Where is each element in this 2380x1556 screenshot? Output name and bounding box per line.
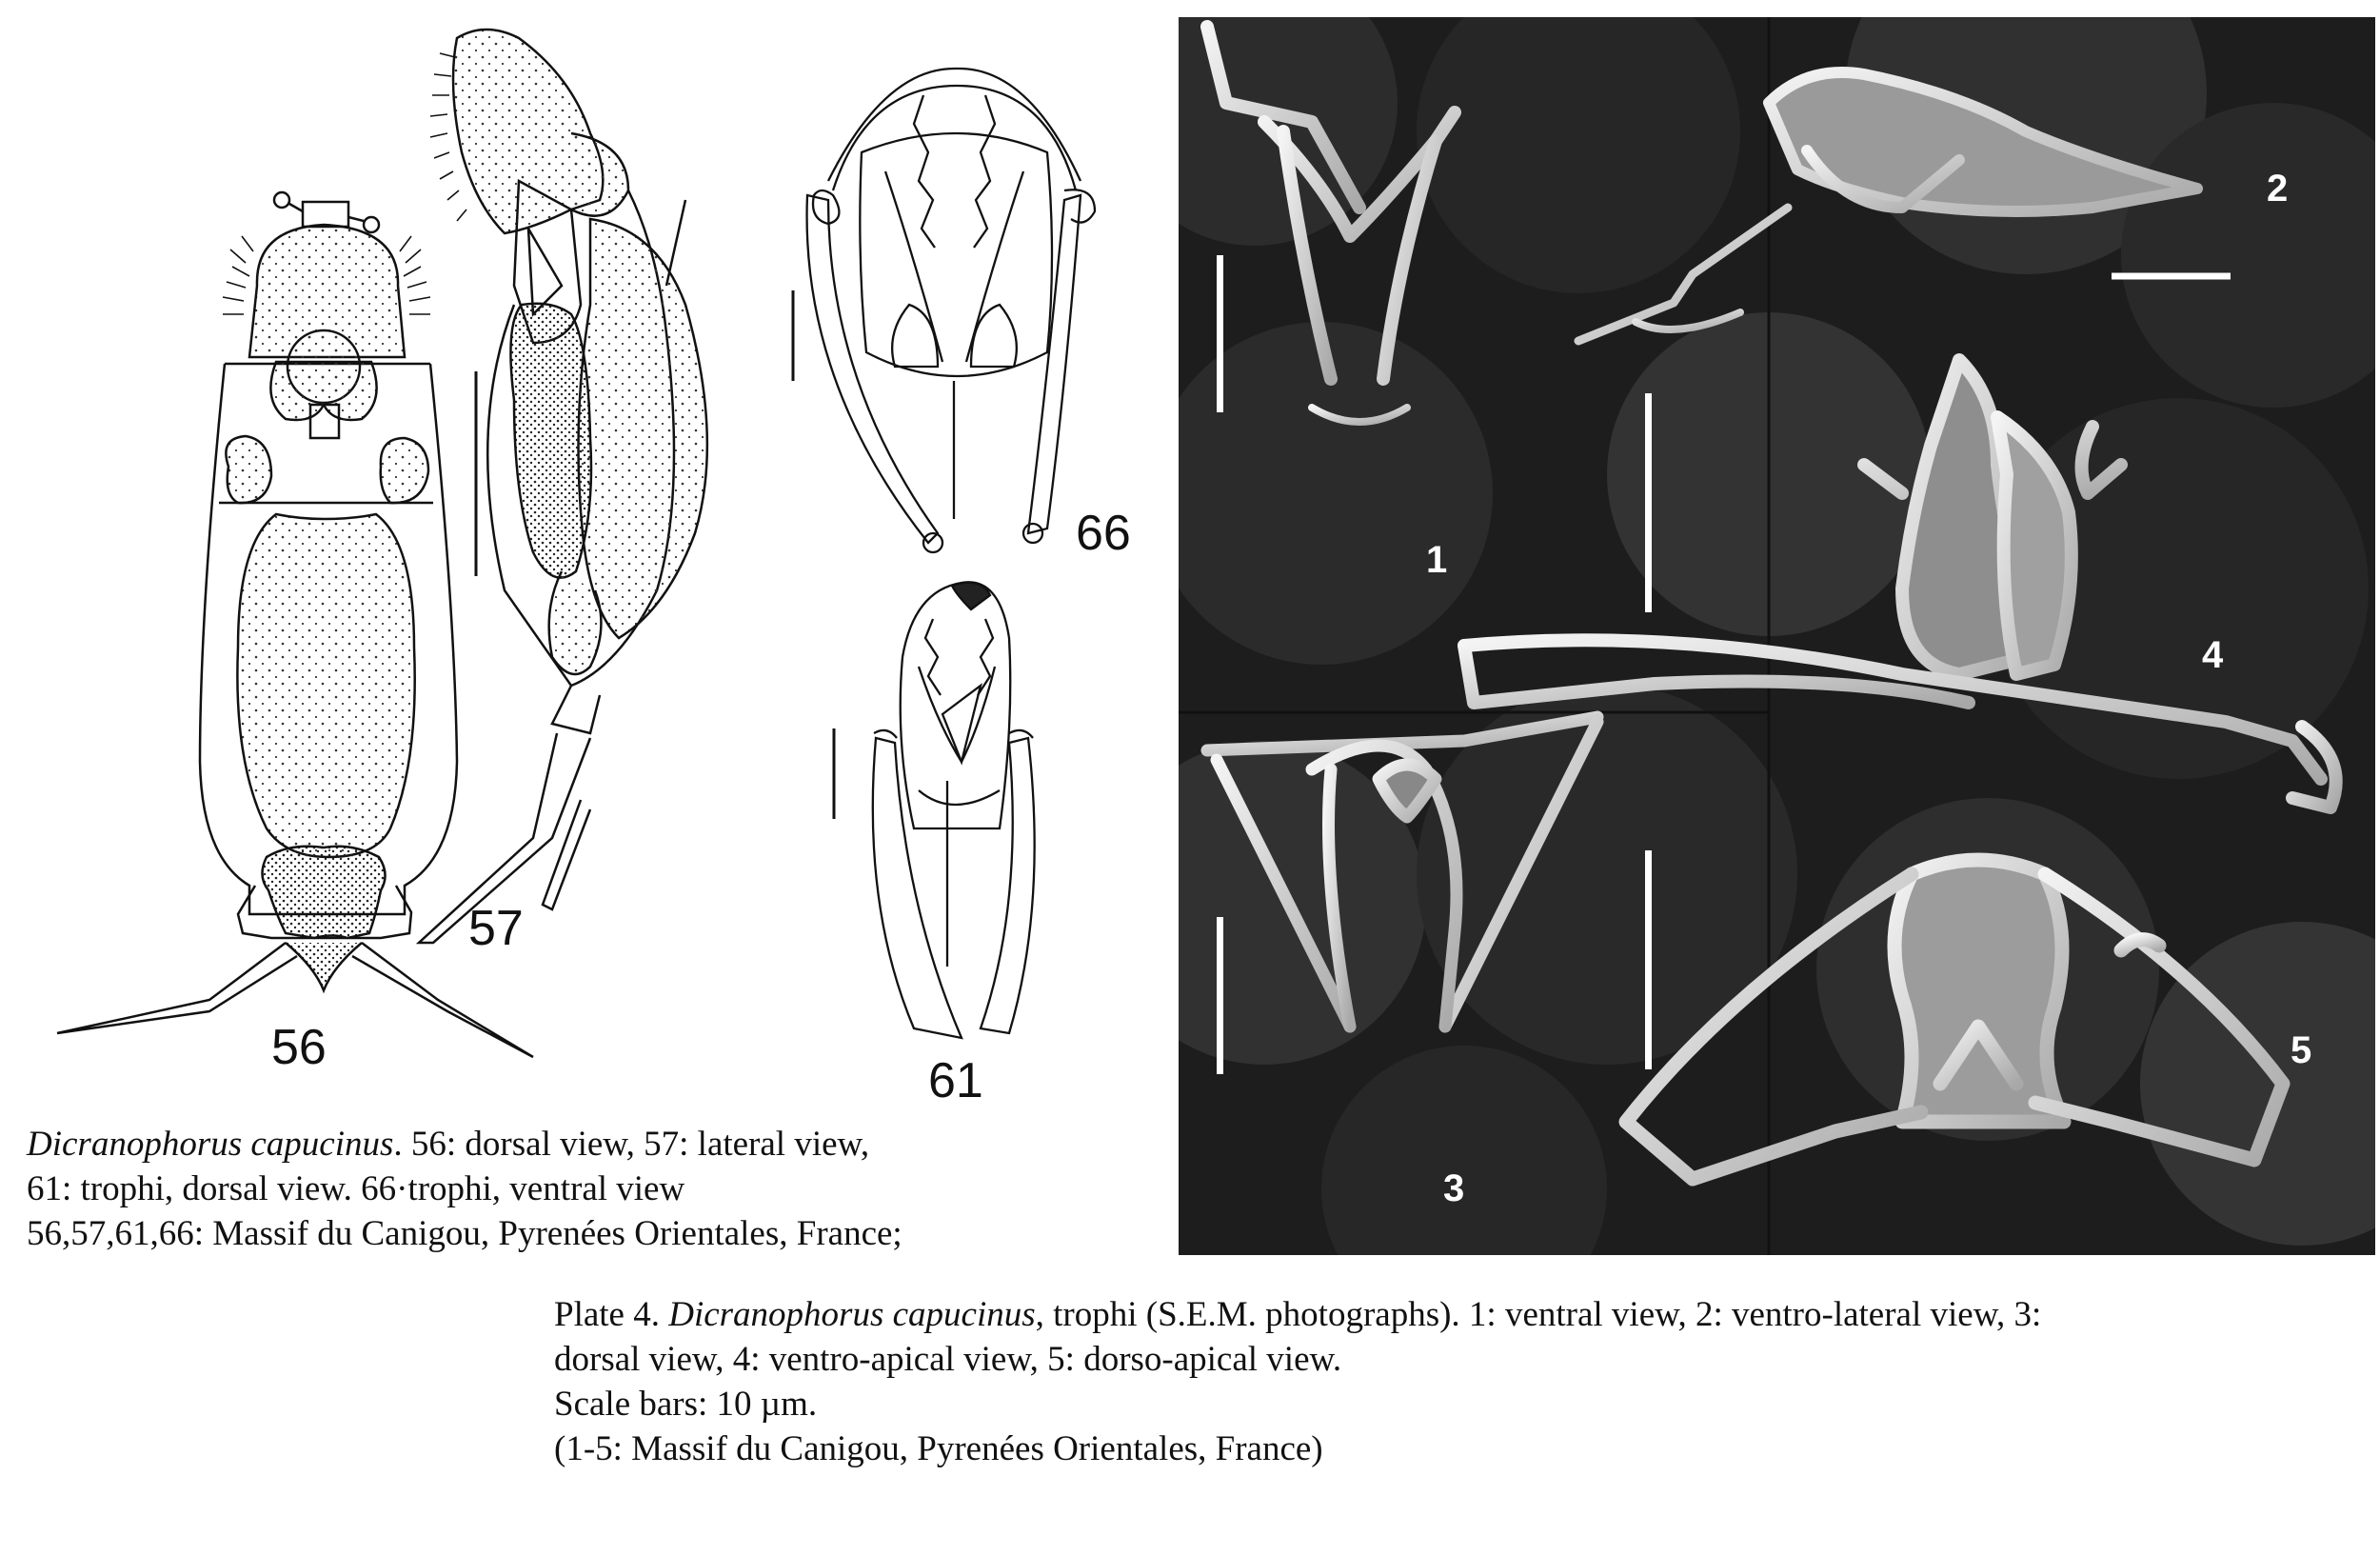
left-figure-caption bbox=[27, 1122, 902, 1256]
sem-3-scale-bar bbox=[1217, 917, 1223, 1074]
figure-56-dorsal-view bbox=[57, 192, 533, 1057]
left-caption-line-1: Dicranophorus capucinus. 56: dorsal view, 57: lateral view, bbox=[27, 1125, 870, 1164]
left-caption-species: Dicranophorus capucinus bbox=[27, 1125, 394, 1164]
sem-label-1: 1 bbox=[1426, 539, 1448, 581]
plate-caption-species: Dicranophorus capucinus bbox=[668, 1295, 1036, 1334]
figure-61-trophi-dorsal bbox=[873, 582, 1035, 1038]
drawings-panel bbox=[0, 0, 1171, 1124]
sem-1-scale-bar bbox=[1217, 255, 1223, 412]
left-caption-line-3: 56,57,61,66: Massif du Canigou, Pyrenées Orientales, France; bbox=[27, 1214, 902, 1253]
left-caption-line-2: 61: trophi, dorsal view. 66·trophi, ventral view bbox=[27, 1169, 685, 1208]
figure-label-61: 61 bbox=[928, 1053, 983, 1108]
plate-caption-line-4: (1-5: Massif du Canigou, Pyrenées Orientales, France) bbox=[554, 1429, 1323, 1468]
figure-label-56: 56 bbox=[271, 1020, 327, 1075]
sem-label-2: 2 bbox=[2267, 168, 2289, 209]
plate-caption bbox=[554, 1292, 2041, 1471]
plate-caption-line-2: dorsal view, 4: ventro-apical view, 5: dorso-apical view. bbox=[554, 1340, 1342, 1379]
figure-label-66: 66 bbox=[1076, 506, 1131, 561]
sem-label-4: 4 bbox=[2202, 634, 2224, 676]
plate-caption-line-3: Scale bars: 10 µm. bbox=[554, 1385, 818, 1424]
sem-label-3: 3 bbox=[1443, 1167, 1465, 1209]
sem-5-scale-bar bbox=[1645, 850, 1652, 1069]
sem-4-scale-bar bbox=[1645, 393, 1652, 612]
figure-66-trophi-ventral bbox=[807, 69, 1095, 552]
figure-57-lateral-view bbox=[419, 30, 707, 943]
plate-caption-line-1: Plate 4. Dicranophorus capucinus, trophi (S.E.M. photographs). 1: ventral view, 2: ventro-lateral view, 3: bbox=[554, 1295, 2042, 1334]
sem-photographs-panel bbox=[1179, 17, 2375, 1255]
figure-label-57: 57 bbox=[468, 901, 524, 956]
sem-label-5: 5 bbox=[2291, 1029, 2312, 1071]
